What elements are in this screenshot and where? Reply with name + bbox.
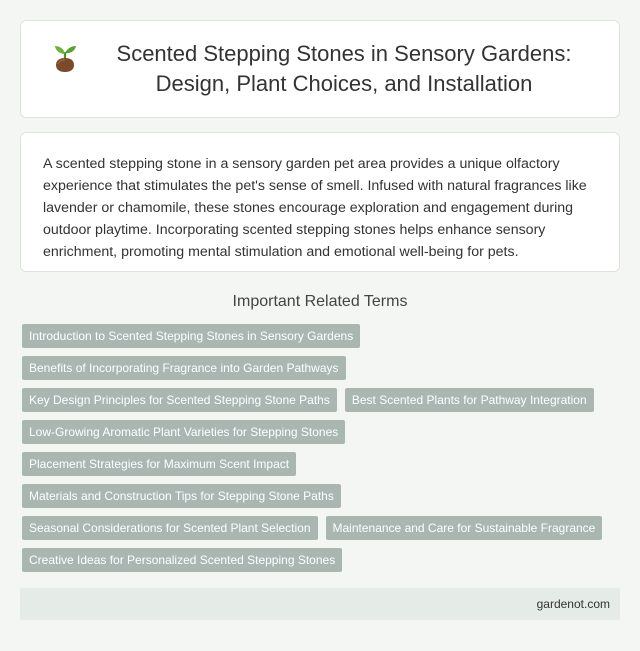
related-term-tag[interactable]: Maintenance and Care for Sustainable Fragrance: [326, 516, 603, 540]
sprout-icon: [50, 41, 80, 73]
related-term-tag[interactable]: Creative Ideas for Personalized Scented Stepping Stones: [22, 548, 342, 572]
footer: [20, 588, 620, 620]
title-card: [20, 20, 620, 118]
related-term-tag[interactable]: Key Design Principles for Scented Stepping Stone Paths: [22, 388, 337, 412]
footer-site-link[interactable]: gardenot.com: [536, 597, 610, 611]
description-card: [20, 132, 620, 272]
description-text: A scented stepping stone in a sensory garden pet area provides a unique olfactory experience that stimulates the pet's sense of smell. Infused with natural fragrances like lavender or chamomile, these stones encourage exploration and engagement during outdoor playtime. Incorporating scented stepping stones helps enhance sensory enrichment, promoting mental stimulation and emotional well-being for pets.: [43, 156, 587, 260]
related-term-tag[interactable]: Benefits of Incorporating Fragrance into Garden Pathways: [22, 356, 346, 380]
related-terms-list: [22, 324, 622, 572]
related-term-tag[interactable]: Introduction to Scented Stepping Stones in Sensory Gardens: [22, 324, 360, 348]
related-terms-heading: Important Related Terms: [232, 293, 408, 310]
related-term-tag[interactable]: Best Scented Plants for Pathway Integration: [345, 388, 594, 412]
related-term-tag[interactable]: Placement Strategies for Maximum Scent Impact: [22, 452, 296, 476]
related-term-tag[interactable]: Materials and Construction Tips for Stepping Stone Paths: [22, 484, 341, 508]
related-term-tag[interactable]: Low-Growing Aromatic Plant Varieties for Stepping Stones: [22, 420, 345, 444]
page-title: Scented Stepping Stones in Sensory Gardens: Design, Plant Choices, and Installation: [116, 41, 572, 96]
title-row: [50, 39, 590, 99]
related-term-tag[interactable]: Seasonal Considerations for Scented Plant Selection: [22, 516, 318, 540]
